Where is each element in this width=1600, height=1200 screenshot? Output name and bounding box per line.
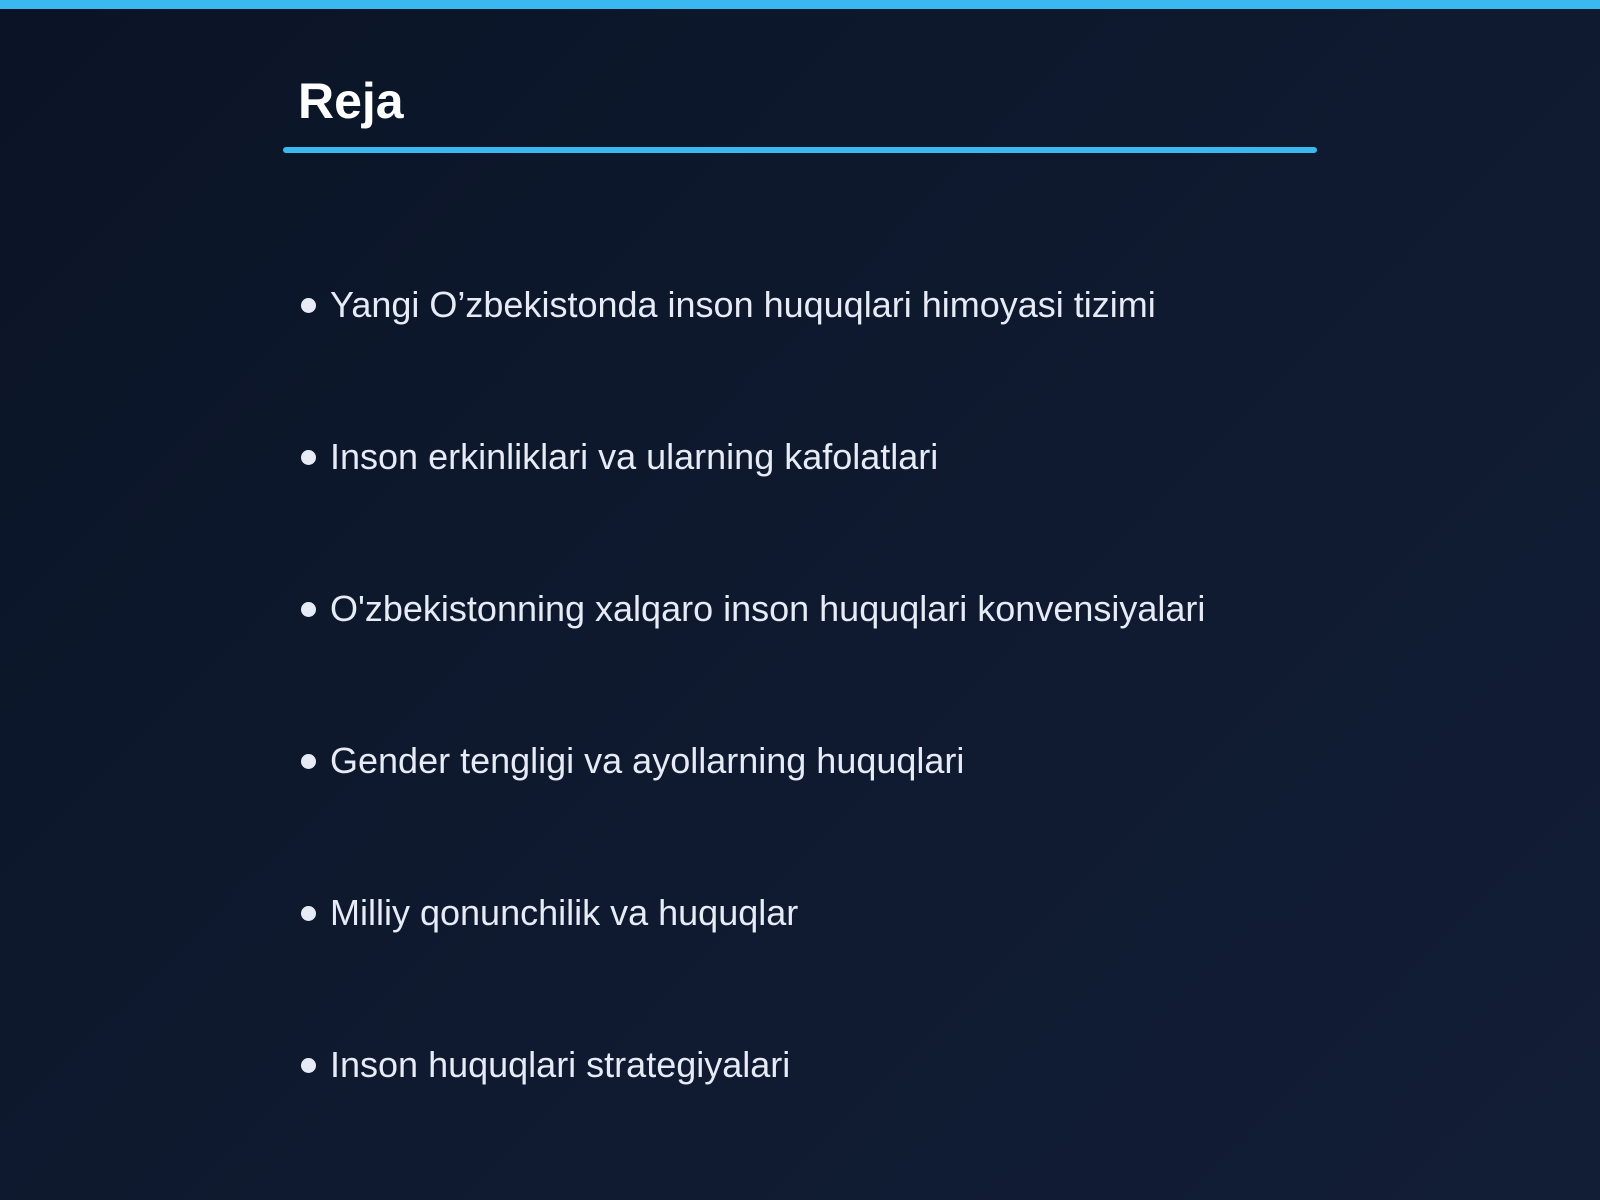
title-underline (283, 147, 1317, 153)
bullet-icon (301, 906, 316, 921)
plan-item (300, 579, 1205, 731)
plan-item-text: Milliy qonunchilik va huquqlar (330, 892, 799, 933)
plan-item-text: O'zbekistonning xalqaro inson huquqlari konvensiyalari (330, 588, 1206, 629)
plan-list (300, 275, 1205, 1187)
plan-item-text: Inson huquqlari strategiyalari (330, 1044, 791, 1085)
bullet-icon (301, 1058, 316, 1073)
bullet-icon (301, 298, 316, 313)
plan-item (300, 427, 1205, 579)
plan-item-text: Inson erkinliklari va ularning kafolatlari (330, 436, 939, 477)
plan-item-text: Gender tengligi va ayollarning huquqlari (330, 740, 965, 781)
bullet-icon (301, 602, 316, 617)
bullet-icon (301, 450, 316, 465)
slide-title: Reja (298, 73, 404, 129)
plan-item-text: Yangi O’zbekistonda inson huquqlari himoyasi tizimi (330, 284, 1156, 325)
plan-item (300, 883, 1205, 1035)
bullet-icon (301, 754, 316, 769)
top-accent-bar (0, 0, 1600, 9)
plan-item (300, 731, 1205, 883)
plan-item (300, 1035, 1205, 1187)
plan-item (300, 275, 1205, 427)
